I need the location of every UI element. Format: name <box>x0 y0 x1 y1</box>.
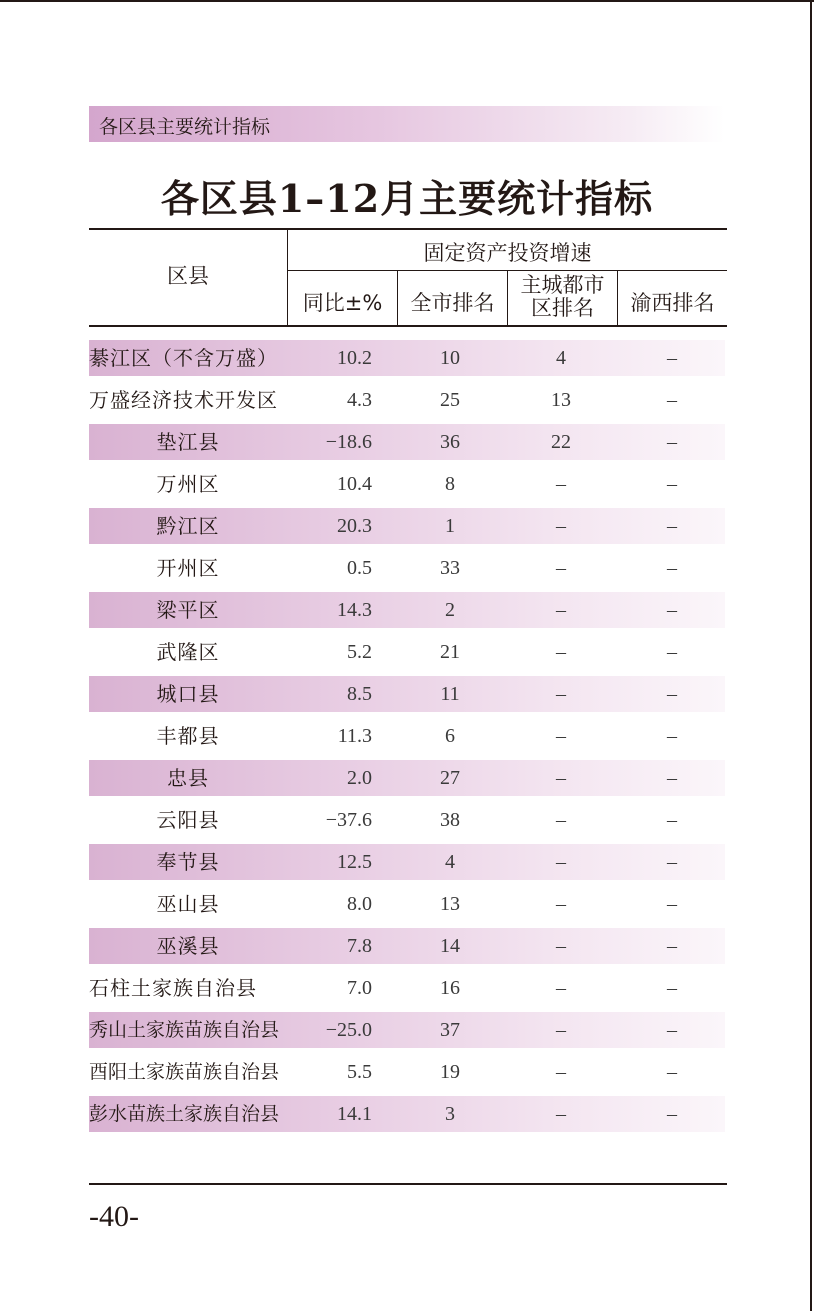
table-row <box>89 592 725 628</box>
district-name: 彭水苗族土家族自治县 <box>89 1103 280 1125</box>
main-city-rank-value: – <box>556 599 566 621</box>
table-row <box>89 1012 725 1048</box>
header-bottom-rule <box>89 325 727 327</box>
yoy-growth-value: 7.0 <box>347 977 372 999</box>
yuxi-rank-value: – <box>667 347 677 369</box>
page-number: -40- <box>89 1200 139 1233</box>
table-row <box>89 1096 725 1132</box>
district-name: 巫山县 <box>156 892 220 916</box>
table-row <box>89 886 725 922</box>
table-row <box>89 718 725 754</box>
district-name: 梁平区 <box>156 598 220 622</box>
yoy-growth-value: 5.5 <box>347 1061 372 1083</box>
table-row <box>89 634 725 670</box>
main-city-rank-value: – <box>556 1019 566 1041</box>
yuxi-rank-value: – <box>667 683 677 705</box>
section-banner <box>89 106 725 142</box>
yuxi-rank-value: – <box>667 599 677 621</box>
city-rank-value: 21 <box>440 641 460 663</box>
table-row <box>89 508 725 544</box>
table-row <box>89 382 725 418</box>
main-city-rank-value: – <box>556 893 566 915</box>
main-city-rank-value: – <box>556 557 566 579</box>
main-city-rank-value: – <box>556 935 566 957</box>
table-row <box>89 1054 725 1090</box>
city-rank-value: 27 <box>440 767 460 789</box>
yoy-growth-value: −25.0 <box>325 1019 372 1041</box>
table-row <box>89 676 725 712</box>
city-rank-value: 38 <box>440 809 460 831</box>
city-rank-value: 37 <box>440 1019 460 1041</box>
district-name: 万盛经济技术开发区 <box>89 388 278 412</box>
table-top-rule <box>89 228 727 230</box>
yuxi-rank-value: – <box>667 473 677 495</box>
yoy-growth-value: 8.5 <box>347 683 372 705</box>
district-name: 万州区 <box>156 472 220 496</box>
district-name: 秀山土家族苗族自治县 <box>89 1019 280 1041</box>
city-rank-value: 25 <box>440 389 460 411</box>
table-row <box>89 466 725 502</box>
yuxi-rank-value: – <box>667 977 677 999</box>
main-city-rank-value: – <box>556 1061 566 1083</box>
yuxi-rank-value: – <box>667 725 677 747</box>
yoy-growth-value: 11.3 <box>337 725 372 747</box>
yoy-growth-value: 2.0 <box>347 767 372 789</box>
yuxi-rank-value: – <box>667 1061 677 1083</box>
yoy-growth-value: 20.3 <box>337 515 372 537</box>
main-city-rank-value: 22 <box>551 431 571 453</box>
city-rank-value: 6 <box>445 725 455 747</box>
header-main-city-rank-line1: 主城都市 <box>520 273 605 297</box>
yuxi-rank-value: – <box>667 557 677 579</box>
district-name: 忠县 <box>167 766 209 790</box>
yuxi-rank-value: – <box>667 389 677 411</box>
yuxi-rank-value: – <box>667 1019 677 1041</box>
city-rank-value: 1 <box>445 515 455 537</box>
city-rank-value: 13 <box>440 893 460 915</box>
header-district: 区县 <box>167 264 209 288</box>
yuxi-rank-value: – <box>667 935 677 957</box>
city-rank-value: 10 <box>440 347 460 369</box>
main-city-rank-value: – <box>556 851 566 873</box>
yoy-growth-value: 8.0 <box>347 893 372 915</box>
yoy-growth-value: −18.6 <box>325 431 372 453</box>
section-banner-text: 各区县主要统计指标 <box>99 116 271 138</box>
header-main-city-rank-line2: 区排名 <box>531 296 594 320</box>
header-investment-growth: 固定资产投资增速 <box>423 241 592 265</box>
district-name: 綦江区（不含万盛） <box>89 346 278 370</box>
yuxi-rank-value: – <box>667 431 677 453</box>
district-name: 丰都县 <box>156 724 220 748</box>
main-city-rank-value: – <box>556 1103 566 1125</box>
yuxi-rank-value: – <box>667 1103 677 1125</box>
header-main-city-rank <box>508 274 617 320</box>
main-city-rank-value: – <box>556 641 566 663</box>
yoy-growth-value: 14.3 <box>337 599 372 621</box>
district-name: 垫江县 <box>156 430 220 454</box>
district-name: 酉阳土家族苗族自治县 <box>89 1061 280 1083</box>
yoy-growth-value: 12.5 <box>337 851 372 873</box>
district-name: 武隆区 <box>156 640 220 664</box>
main-city-rank-value: – <box>556 809 566 831</box>
yoy-growth-value: 0.5 <box>347 557 372 579</box>
table-row <box>89 928 725 964</box>
table-row <box>89 760 725 796</box>
yuxi-rank-value: – <box>667 515 677 537</box>
table-row <box>89 844 725 880</box>
city-rank-value: 16 <box>440 977 460 999</box>
main-city-rank-value: 4 <box>556 347 566 369</box>
main-city-rank-value: – <box>556 515 566 537</box>
yuxi-rank-value: – <box>667 893 677 915</box>
main-city-rank-value: – <box>556 767 566 789</box>
city-rank-value: 2 <box>445 599 455 621</box>
table-bottom-rule <box>89 1183 727 1185</box>
district-name: 巫溪县 <box>156 934 220 958</box>
yuxi-rank-value: – <box>667 641 677 663</box>
yuxi-rank-value: – <box>667 809 677 831</box>
main-city-rank-value: – <box>556 683 566 705</box>
table-row <box>89 340 725 376</box>
yoy-growth-value: 5.2 <box>347 641 372 663</box>
district-name: 黔江区 <box>156 514 220 538</box>
yoy-growth-value: 14.1 <box>337 1103 372 1125</box>
main-city-rank-value: – <box>556 473 566 495</box>
yoy-growth-value: −37.6 <box>325 809 372 831</box>
header-city-rank: 全市排名 <box>410 291 495 315</box>
yoy-growth-value: 10.2 <box>337 347 372 369</box>
yuxi-rank-value: – <box>667 851 677 873</box>
district-name: 奉节县 <box>156 850 220 874</box>
district-name: 云阳县 <box>156 808 220 832</box>
yoy-growth-value: 4.3 <box>347 389 372 411</box>
page-right-border <box>810 0 812 1311</box>
city-rank-value: 33 <box>440 557 460 579</box>
city-rank-value: 19 <box>440 1061 460 1083</box>
page-title: 各区县1–12月主要统计指标 <box>160 176 654 221</box>
yoy-growth-value: 7.8 <box>347 935 372 957</box>
yoy-growth-value: 10.4 <box>337 473 372 495</box>
table-row <box>89 802 725 838</box>
table-row <box>89 550 725 586</box>
header-yuxi-rank: 渝西排名 <box>630 291 715 315</box>
header-yoy: 同比±% <box>302 291 383 315</box>
city-rank-value: 36 <box>440 431 460 453</box>
city-rank-value: 3 <box>445 1103 455 1125</box>
main-city-rank-value: 13 <box>551 389 571 411</box>
table-row <box>89 970 725 1006</box>
city-rank-value: 14 <box>440 935 460 957</box>
city-rank-value: 11 <box>440 683 460 705</box>
main-city-rank-value: – <box>556 977 566 999</box>
district-name: 城口县 <box>156 682 220 706</box>
page-top-border <box>0 0 814 2</box>
city-rank-value: 4 <box>445 851 455 873</box>
main-city-rank-value: – <box>556 725 566 747</box>
district-name: 开州区 <box>156 556 220 580</box>
district-name: 石柱土家族自治县 <box>89 976 257 1000</box>
city-rank-value: 8 <box>445 473 455 495</box>
yuxi-rank-value: – <box>667 767 677 789</box>
table-row <box>89 424 725 460</box>
